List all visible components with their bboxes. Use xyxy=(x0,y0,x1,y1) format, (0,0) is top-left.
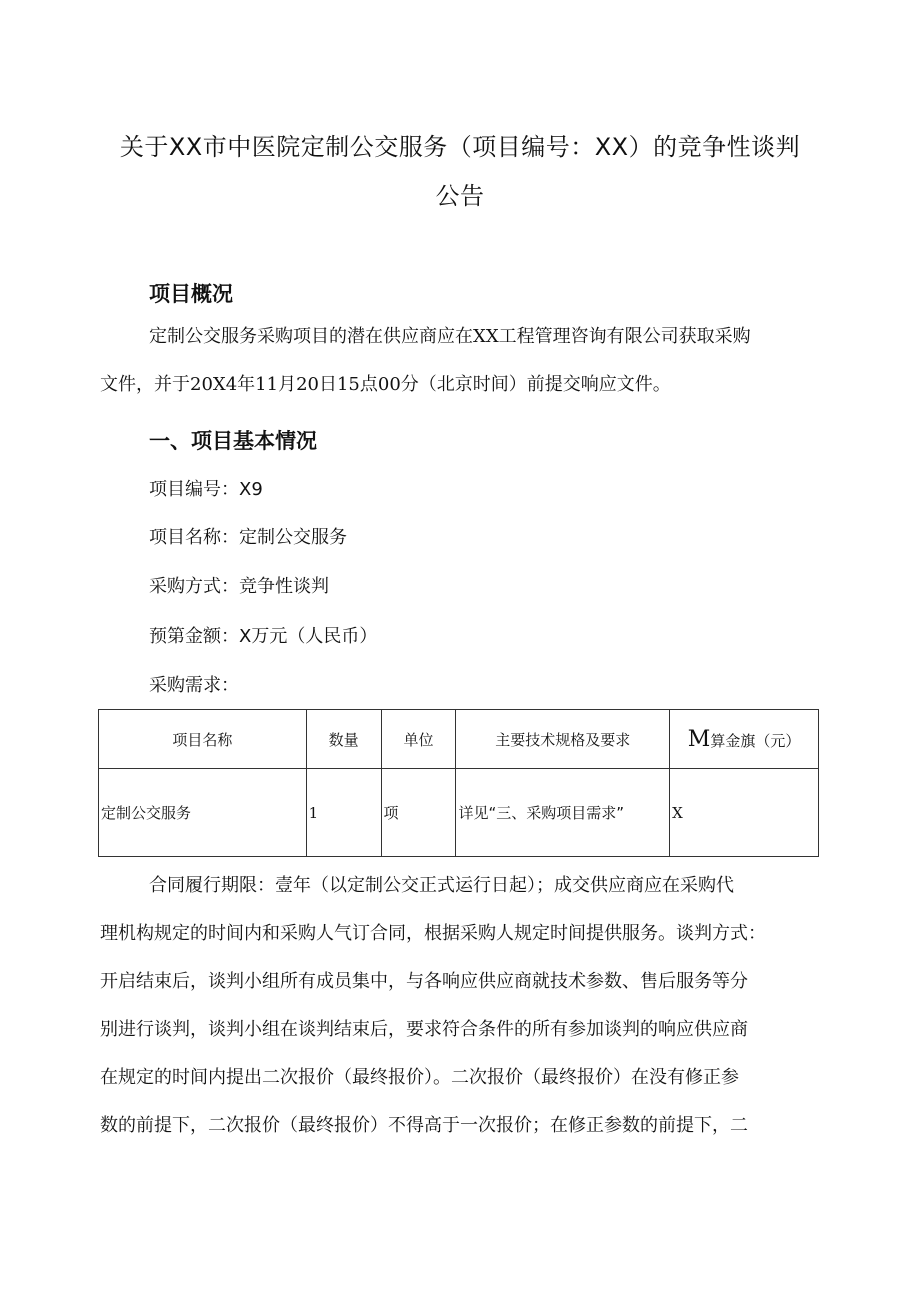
requirements-table xyxy=(98,709,819,857)
cell-unit: 项 xyxy=(381,769,456,857)
section1-heading: 一、项目基本情况 xyxy=(149,429,317,453)
procurement-method: 采购方式：竞争性谈判 xyxy=(149,576,329,597)
contract-line-5: 在规定的时间内提出二次报价（最终报价）。二次报价（最终报价）在没有修正参 xyxy=(100,1067,739,1088)
contract-line-3: 开启结束后，谈判小组所有成员集中，与各响应供应商就技术参数、售后服务等分 xyxy=(100,971,748,992)
header-budget-m: M xyxy=(687,726,711,752)
requirements-label: 采购需求： xyxy=(149,675,239,696)
overview-paragraph xyxy=(100,313,820,409)
table-header-row xyxy=(99,710,819,769)
contract-paragraph xyxy=(100,862,820,1150)
cell-budget: X xyxy=(670,769,819,857)
header-budget xyxy=(670,710,819,769)
contract-line-2: 理机构规定的时间内和采购人气订合同，根据采购人规定时间提供服务。谈判方式： xyxy=(100,923,766,944)
budget-amount: 预第金额：X万元（人民币） xyxy=(149,626,378,647)
header-spec: 主要技术规格及要求 xyxy=(456,710,670,769)
overview-line-2: 文件，并于20X4年11月20日15点00分（北京时间）前提交响应文件。 xyxy=(100,374,671,395)
overview-heading: 项目概况 xyxy=(149,282,233,306)
header-quantity: 数量 xyxy=(306,710,381,769)
document-title-line-2: 公告 xyxy=(435,182,485,210)
contract-line-1: 合同履行期限：壹年（以定制公交正式运行日起）；成交供应商应在采购代 xyxy=(149,875,734,896)
contract-line-4: 别进行谈判，谈判小组在谈判结束后，要求符合条件的所有参加谈判的响应供应商 xyxy=(100,1019,748,1040)
cell-quantity: 1 xyxy=(306,769,381,857)
header-unit: 单位 xyxy=(381,710,456,769)
project-number: 项目编号：X9 xyxy=(149,479,263,500)
header-project-name: 项目名称 xyxy=(99,710,307,769)
overview-line-1: 定制公交服务采购项目的潜在供应商应在XX工程管理咨询有限公司获取采购 xyxy=(149,326,751,347)
header-budget-rest: 算金旗（元） xyxy=(710,731,801,750)
cell-spec: 详见“三、采购项目需求” xyxy=(456,769,670,857)
project-name: 项目名称：定制公交服务 xyxy=(149,527,347,548)
document-title-line-1: 关于XX市中医院定制公交服务（项目编号：XX）的竞争性谈判 xyxy=(119,133,801,161)
cell-project-name: 定制公交服务 xyxy=(99,769,307,857)
contract-line-6: 数的前提下，二次报价（最终报价）不得高于一次报价；在修正参数的前提下，二 xyxy=(100,1115,748,1136)
table-row xyxy=(99,769,819,857)
